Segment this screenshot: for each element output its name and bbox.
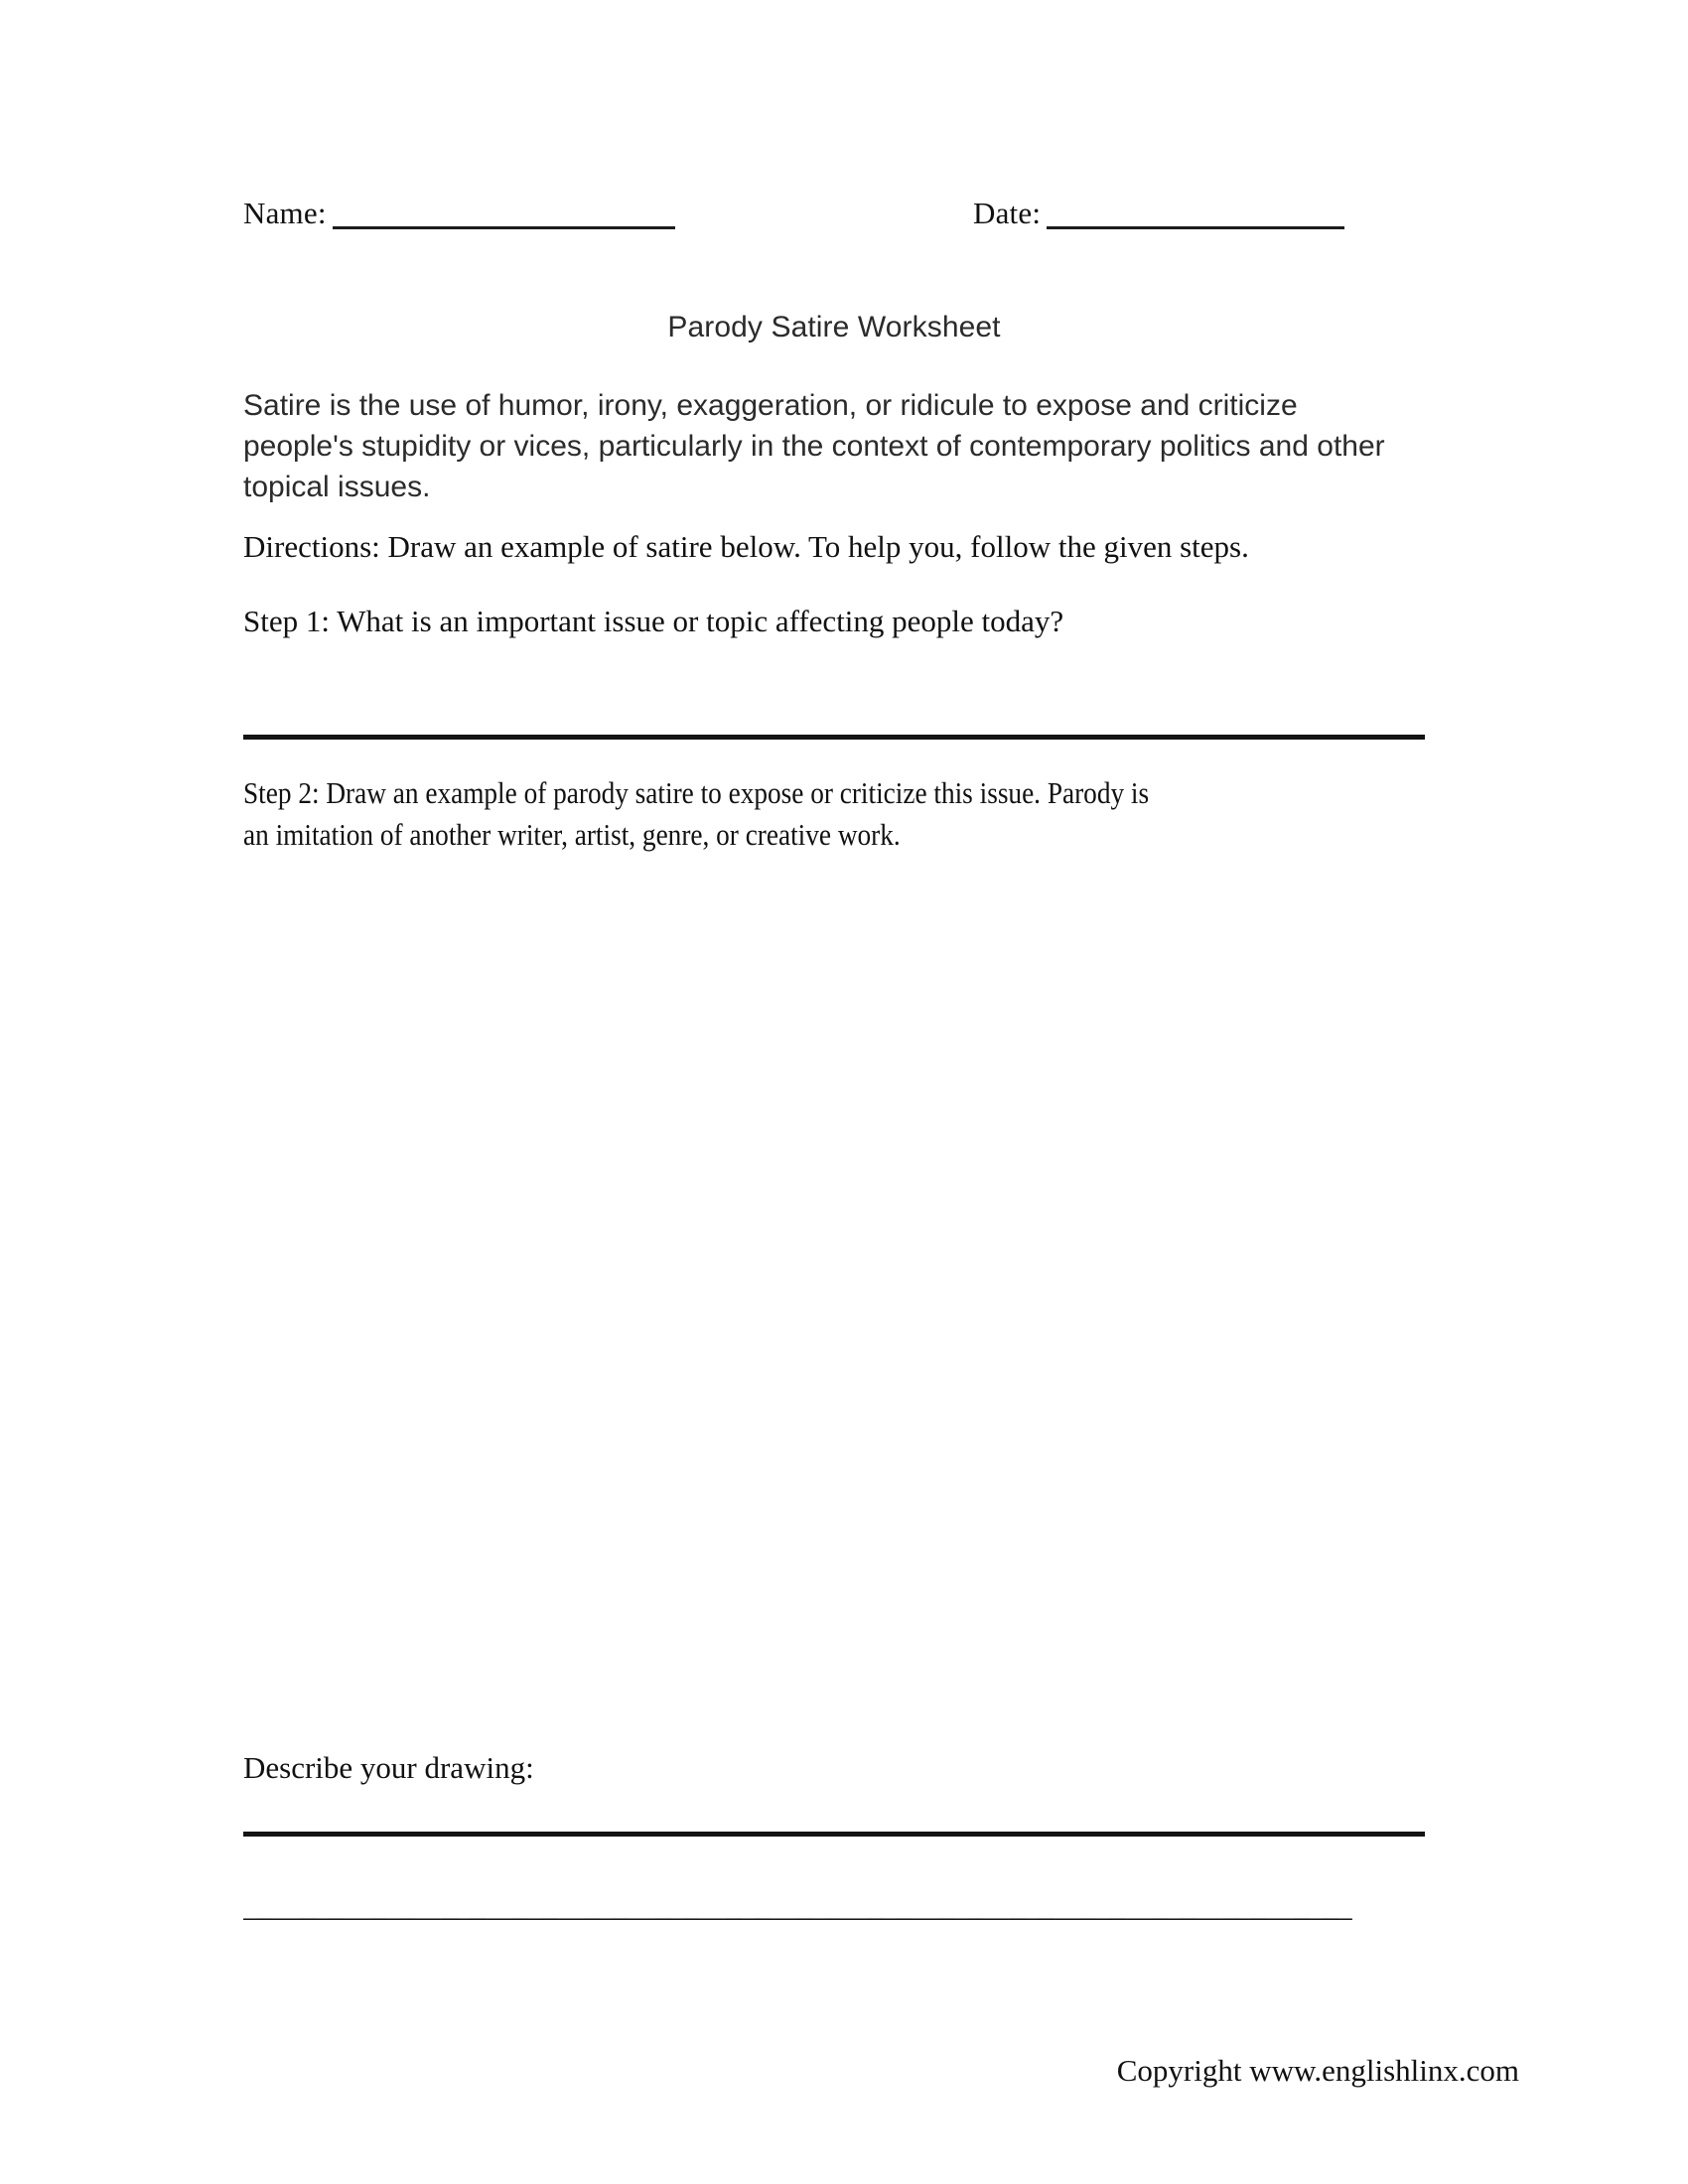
- describe-answer-rule-2[interactable]: ______________________________________________________________________________: [243, 1888, 1351, 1923]
- satire-definition-paragraph: Satire is the use of humor, irony, exaggeration, or ridicule to expose and criticize people's stupidity or vices, particularly in the context of contemporary politics and other topical issues.: [243, 389, 1385, 503]
- page-title: Parody Satire Worksheet: [667, 311, 1001, 343]
- directions-row: [243, 526, 1633, 568]
- step-2-text-line-1: Step 2: Draw an example of parody satire to expose or criticize this issue. Parody is: [243, 775, 1150, 810]
- describe-drawing-label: Describe your drawing:: [243, 1750, 534, 1785]
- date-input[interactable]: [1047, 187, 1344, 229]
- directions-text: Directions: Draw an example of satire below. To help you, follow the given steps.: [243, 529, 1249, 564]
- name-input[interactable]: [333, 187, 675, 229]
- describe-drawing-row: [243, 1747, 1038, 1789]
- step-2-text-line-2: an imitation of another writer, artist, genre, or creative work.: [243, 817, 901, 852]
- describe-answer-rule-1[interactable]: [243, 1832, 1425, 1837]
- copyright-footer: Copyright www.englishlinx.com: [1116, 2053, 1519, 2088]
- name-field-group: [243, 191, 675, 233]
- step-1-answer-rule[interactable]: [243, 735, 1425, 740]
- step-1-row: [243, 601, 1633, 642]
- date-label: Date:: [973, 196, 1042, 230]
- name-label: Name:: [243, 196, 327, 230]
- step-1-text: Step 1: What is an important issue or topic affecting people today?: [243, 604, 1064, 638]
- step-2-row: [243, 772, 1420, 856]
- header-fields-row: [243, 191, 1435, 240]
- drawing-area[interactable]: [243, 874, 1425, 1727]
- date-field-group: [973, 191, 1344, 233]
